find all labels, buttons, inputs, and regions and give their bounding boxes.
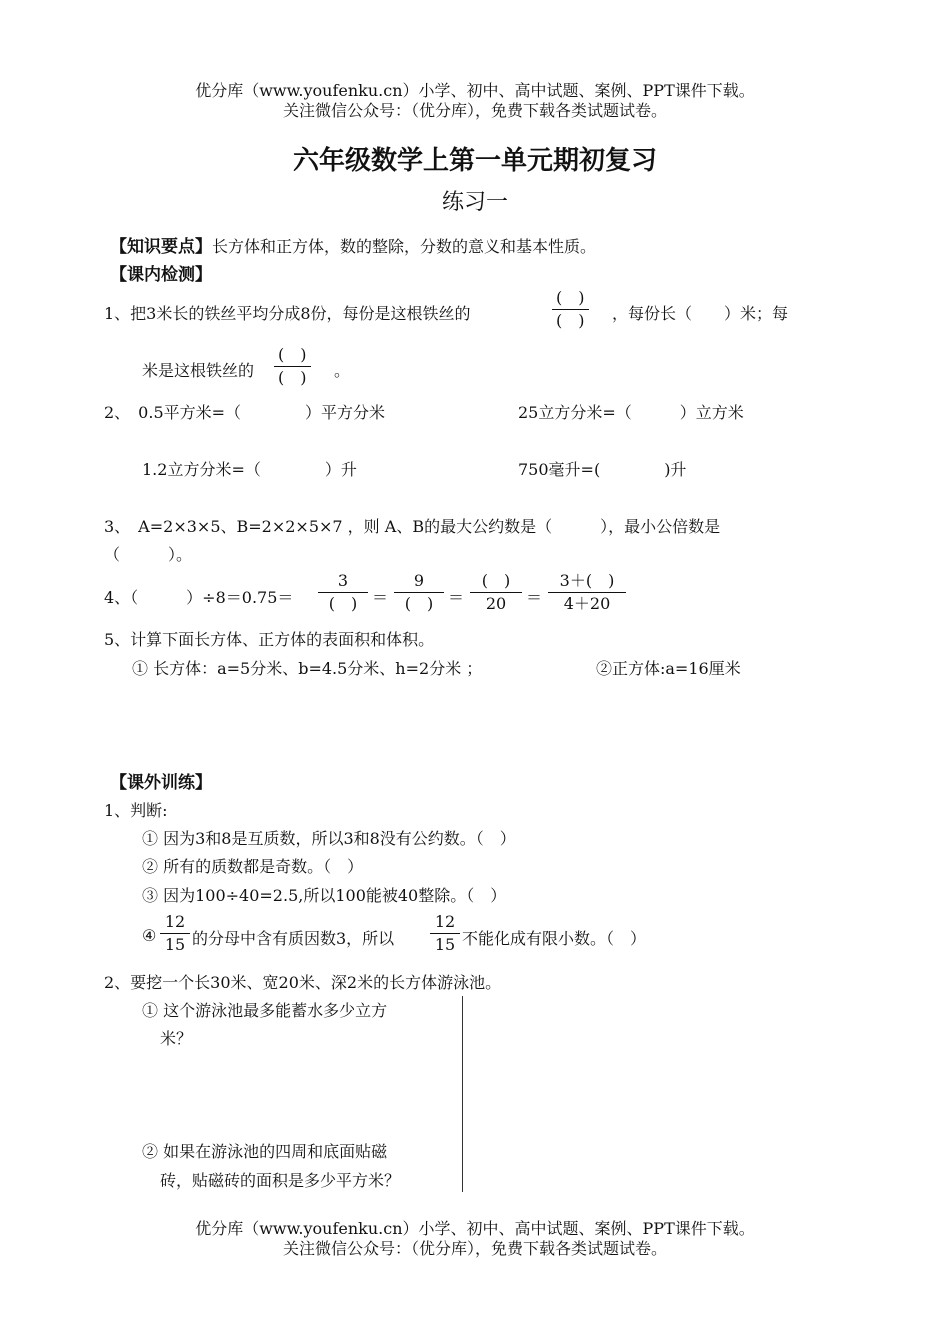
fraction-denominator: ( ) xyxy=(552,309,589,332)
in-q4-lead: 4、（ ）÷8＝0.75＝ xyxy=(104,588,294,607)
ex-q1-item4-prefix: ④ xyxy=(142,926,157,945)
in-q1-fraction-1 xyxy=(552,287,589,332)
ex-q1-lead: 1、判断: xyxy=(104,801,168,820)
equals-sign: ＝ xyxy=(448,588,465,607)
fraction-numerator: 12 xyxy=(434,912,456,931)
in-q5-line1: 5、计算下面长方体、正方体的表面积和体积。 xyxy=(104,630,435,649)
in-q1-part3: 米是这根铁丝的 xyxy=(142,361,255,380)
fraction-denominator: ( ) xyxy=(394,592,444,615)
ex-q1-item1: ① 因为3和8是互质数，所以3和8没有公约数。（ ） xyxy=(142,829,516,848)
in-q2-c: 1.2立方分米=（ ）升 xyxy=(142,460,357,479)
header-line-1: 优分库（www.youfenku.cn）小学、初中、高中试题、案例、PPT课件下载。 xyxy=(195,81,755,100)
header-line-2: 关注微信公众号：（优分库），免费下载各类试题试卷。 xyxy=(282,101,667,120)
in-q5-cube: ②正方体:a=16厘米 xyxy=(596,659,741,678)
equals-sign: ＝ xyxy=(372,588,389,607)
in-q3-line1: 3、 A=2×3×5、B=2×2×5×7 ，则 A、B的最大公约数是（ ），最小公倍数是 xyxy=(104,517,721,536)
extra-label: 【课外训练】 xyxy=(110,773,212,793)
footer-line-1: 优分库（www.youfenku.cn）小学、初中、高中试题、案例、PPT课件下载。 xyxy=(195,1219,755,1238)
ex-q1-item4-fraction-1 xyxy=(160,911,190,956)
in-q2-a: 2、 0.5平方米=（ ）平方分米 xyxy=(104,403,386,422)
fraction-numerator: 3 xyxy=(337,571,349,590)
ex-q1-item2: ② 所有的质数都是奇数。（ ） xyxy=(142,857,364,876)
fraction-numerator: 3＋( ) xyxy=(559,571,615,590)
knowledge-text: 长方体和正方体，数的整除，分数的意义和基本性质。 xyxy=(212,237,597,256)
footer-line-2: 关注微信公众号：（优分库），免费下载各类试题试卷。 xyxy=(282,1239,667,1258)
ex-q2-a-line1: ① 这个游泳池最多能蓄水多少立方 xyxy=(142,1001,388,1020)
in-class-label: 【课内检测】 xyxy=(110,265,212,285)
fraction-denominator: ( ) xyxy=(318,592,368,615)
fraction-denominator: 20 xyxy=(470,592,522,615)
answer-divider-line xyxy=(462,996,463,1192)
in-q4-fraction-1 xyxy=(318,570,368,615)
equals-sign: ＝ xyxy=(526,588,543,607)
fraction-numerator: ( ) xyxy=(481,571,511,590)
ex-q2-b-line1: ② 如果在游泳池的四周和底面贴磁 xyxy=(142,1142,388,1161)
in-q2-d: 750毫升=( )升 xyxy=(518,460,687,479)
in-q3-line2: （ ）。 xyxy=(104,545,193,564)
page-subtitle: 练习一 xyxy=(441,190,508,215)
in-q1-fraction-2 xyxy=(274,344,311,389)
in-q5-cuboid: ① 长方体：a=5分米、b=4.5分米、h=2分米 ； xyxy=(132,659,483,678)
ex-q1-item4-mid: 的分母中含有质因数3，所以 xyxy=(192,929,395,948)
in-q4-fraction-3 xyxy=(470,570,522,615)
fraction-numerator: ( ) xyxy=(556,288,585,307)
fraction-denominator: 15 xyxy=(160,933,190,956)
fraction-denominator: 4＋20 xyxy=(548,592,626,615)
in-q4-fraction-4 xyxy=(548,570,626,615)
in-q2-b: 25立方分米=（ ）立方米 xyxy=(518,403,744,422)
fraction-numerator: ( ) xyxy=(278,345,307,364)
ex-q2-lead: 2、要挖一个长30米、宽20米、深2米的长方体游泳池。 xyxy=(104,973,502,992)
fraction-denominator: 15 xyxy=(430,933,460,956)
ex-q1-item3: ③ 因为100÷40=2.5,所以100能被40整除。（ ） xyxy=(142,886,507,905)
fraction-numerator: 9 xyxy=(413,571,425,590)
fraction-denominator: ( ) xyxy=(274,366,311,389)
knowledge-section xyxy=(110,232,596,257)
in-q1-part2: ，每份长（ ）米；每 xyxy=(612,304,789,323)
in-q1-part4: 。 xyxy=(334,361,351,380)
ex-q1-item4-post: 不能化成有限小数。（ ） xyxy=(462,929,647,948)
knowledge-label: 【知识要点】 xyxy=(110,237,212,257)
ex-q2-b-line2: 砖，贴磁砖的面积是多少平方米？ xyxy=(160,1171,401,1190)
ex-q2-a-line2: 米？ xyxy=(160,1029,193,1048)
in-q1-part1: 1、把3米长的铁丝平均分成8份，每份是这根铁丝的 xyxy=(104,304,471,323)
fraction-numerator: 12 xyxy=(164,912,186,931)
ex-q1-item4-fraction-2 xyxy=(430,911,460,956)
in-q4-fraction-2 xyxy=(394,570,444,615)
page-title: 六年级数学上第一单元期初复习 xyxy=(292,146,657,176)
